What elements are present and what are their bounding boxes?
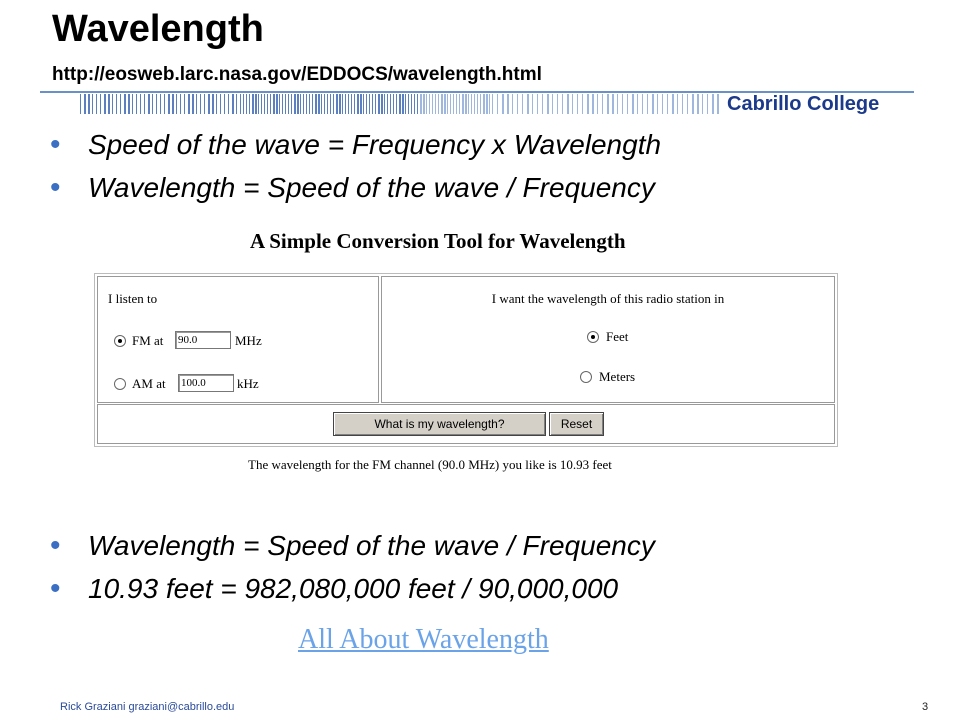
fm-label: FM at — [132, 333, 164, 348]
bullet-text: Wavelength = Speed of the wave / Frequency — [88, 172, 655, 203]
action-panel — [97, 404, 835, 444]
calculate-wavelength-button[interactable]: What is my wavelength? — [333, 412, 546, 436]
reset-button[interactable]: Reset — [549, 412, 604, 436]
am-label: AM at — [132, 376, 166, 391]
footer-author: Rick Graziani graziani@cabrillo.edu — [60, 701, 235, 713]
unit-panel — [381, 276, 835, 403]
meters-radio[interactable] — [580, 371, 592, 383]
meters-label: Meters — [599, 369, 636, 384]
bullet-text: Wavelength = Speed of the wave / Frequency — [88, 530, 655, 561]
bullet-item — [50, 527, 655, 570]
tool-title: A Simple Conversion Tool for Wavelength — [250, 229, 626, 253]
want-label: I want the wavelength of this radio station in — [491, 291, 725, 306]
conversion-tool-form — [94, 273, 838, 447]
am-radio[interactable] — [114, 378, 126, 390]
listen-panel — [97, 276, 379, 403]
source-url: http://eosweb.larc.nasa.gov/EDDOCS/wavelength.html — [52, 64, 542, 85]
listen-label: I listen to — [108, 291, 158, 306]
bullet-dot: • — [50, 171, 61, 204]
all-about-wavelength-link[interactable]: All About Wavelength — [298, 624, 549, 655]
bullet-dot: • — [50, 572, 61, 605]
feet-radio[interactable] — [587, 331, 599, 343]
bullet-list-top — [50, 126, 661, 212]
stripe-pattern — [80, 94, 719, 114]
fm-radio[interactable] — [114, 335, 126, 347]
bullet-item — [50, 169, 661, 212]
am-unit: kHz — [237, 376, 259, 391]
bullet-text: Speed of the wave = Frequency x Wavelength — [88, 129, 662, 160]
brand-name: Cabrillo College — [727, 93, 880, 115]
fm-frequency-input[interactable]: 90.0 — [175, 331, 231, 349]
bullet-list-bottom — [50, 527, 655, 613]
bullet-item — [50, 570, 655, 613]
bullet-text: 10.93 feet = 982,080,000 feet / 90,000,000 — [88, 573, 619, 604]
slide-title: Wavelength — [52, 8, 264, 50]
bullet-dot: • — [50, 529, 61, 562]
result-text: The wavelength for the FM channel (90.0 MHz) you like is 10.93 feet — [248, 457, 612, 472]
bullet-item — [50, 126, 661, 169]
bullet-dot: • — [50, 128, 61, 161]
am-frequency-input[interactable]: 100.0 — [178, 374, 234, 392]
feet-label: Feet — [606, 329, 629, 344]
fm-unit: MHz — [235, 333, 262, 348]
page-number: 3 — [922, 701, 929, 713]
